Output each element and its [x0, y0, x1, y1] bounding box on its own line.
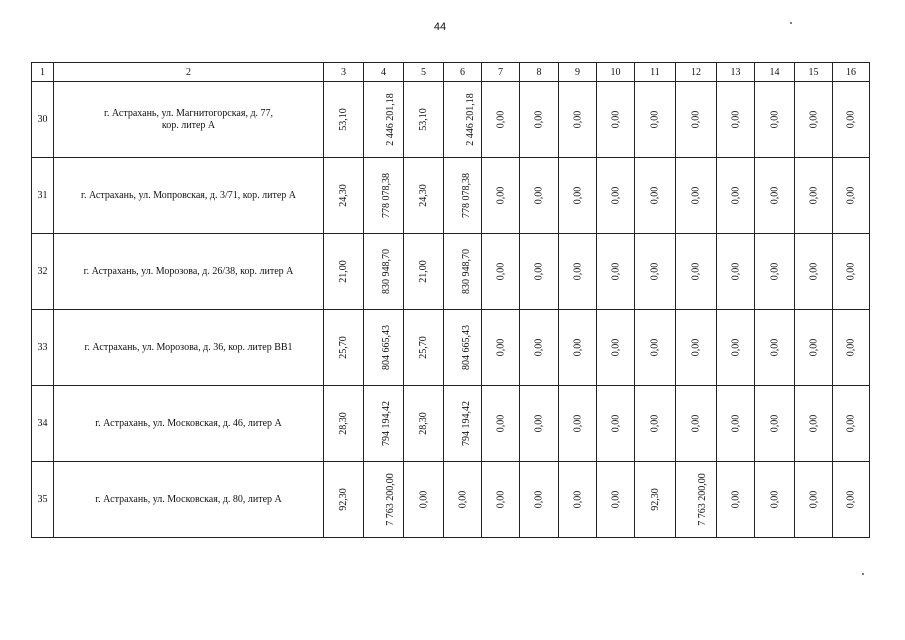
header-cell: 15	[795, 63, 833, 82]
value-text: 0,00	[769, 490, 780, 509]
header-cell: 1	[32, 63, 54, 82]
value-cell	[755, 386, 795, 462]
value-text: 2 446 201,18	[464, 93, 476, 146]
value-text: 53,10	[418, 108, 429, 131]
header-cell: 9	[559, 63, 597, 82]
value-cell	[520, 158, 559, 234]
value-cell	[482, 158, 520, 234]
value-cell	[324, 386, 364, 462]
value-cell	[520, 310, 559, 386]
value-text: 25,70	[418, 336, 429, 359]
value-text: 0,00	[845, 186, 857, 205]
value-text: 28,30	[418, 412, 429, 435]
header-cell: 11	[635, 63, 676, 82]
value-text: 0,00	[572, 414, 583, 433]
header-cell: 4	[364, 63, 404, 82]
value-text: 25,70	[338, 336, 349, 359]
value-cell	[635, 234, 676, 310]
value-cell	[676, 310, 717, 386]
address-cell: г. Астрахань, ул. Московская, д. 46, литер А	[54, 386, 324, 462]
row-number: 33	[32, 310, 54, 386]
address-cell: г. Астрахань, ул. Магнитогорская, д. 77, кор. литер А	[54, 82, 324, 158]
value-cell	[676, 158, 717, 234]
value-cell	[755, 310, 795, 386]
header-cell: 16	[833, 63, 870, 82]
value-text: 0,00	[649, 262, 661, 281]
value-text: 0,00	[610, 490, 621, 509]
value-text: 0,00	[808, 414, 819, 433]
value-text: 804 665,43	[381, 325, 392, 370]
header-cell: 6	[444, 63, 482, 82]
row-number: 30	[32, 82, 54, 158]
value-cell	[324, 234, 364, 310]
value-text: 0,00	[808, 110, 819, 129]
value-text: 92,30	[649, 488, 661, 511]
header-cell: 12	[676, 63, 717, 82]
value-cell	[520, 82, 559, 158]
value-text: 0,00	[769, 110, 780, 129]
value-cell	[404, 158, 444, 234]
value-text: 0,00	[610, 338, 621, 357]
value-cell	[444, 462, 482, 538]
value-cell	[364, 462, 404, 538]
value-text: 2 446 201,18	[384, 93, 396, 146]
value-cell	[324, 82, 364, 158]
value-text: 0,00	[649, 110, 661, 129]
value-cell	[833, 234, 870, 310]
value-text: 53,10	[338, 108, 349, 131]
value-cell	[676, 82, 717, 158]
value-text: 7 763 200,00	[696, 473, 708, 526]
value-cell	[795, 386, 833, 462]
value-text: 0,00	[533, 490, 545, 509]
table-row	[32, 234, 870, 310]
value-cell	[324, 158, 364, 234]
value-cell	[364, 386, 404, 462]
value-cell	[324, 462, 364, 538]
value-cell	[795, 310, 833, 386]
page-number: 44	[433, 21, 447, 33]
value-cell	[597, 386, 635, 462]
value-text: 0,00	[418, 490, 429, 509]
value-cell	[717, 82, 755, 158]
address-cell: г. Астрахань, ул. Московская, д. 80, литер А	[54, 462, 324, 538]
value-cell	[324, 310, 364, 386]
table-row	[32, 82, 870, 158]
value-text: 0,00	[495, 414, 506, 433]
value-text: 21,00	[338, 260, 349, 283]
value-text: 0,00	[808, 490, 819, 509]
value-cell	[597, 234, 635, 310]
value-cell	[597, 310, 635, 386]
value-text: 0,00	[730, 262, 741, 281]
value-cell	[404, 310, 444, 386]
value-text: 0,00	[495, 490, 506, 509]
value-cell	[444, 386, 482, 462]
value-cell	[404, 386, 444, 462]
value-text: 0,00	[730, 186, 741, 205]
value-cell	[482, 310, 520, 386]
value-text: 0,00	[610, 262, 621, 281]
value-text: 0,00	[845, 338, 857, 357]
value-cell	[755, 234, 795, 310]
value-text: 778 078,38	[461, 173, 472, 218]
value-text: 0,00	[610, 110, 621, 129]
row-number: 34	[32, 386, 54, 462]
value-text: 0,00	[495, 338, 506, 357]
value-text: 0,00	[495, 110, 506, 129]
value-cell	[444, 82, 482, 158]
value-cell	[404, 234, 444, 310]
row-number: 31	[32, 158, 54, 234]
value-text: 0,00	[495, 186, 506, 205]
value-cell	[559, 310, 597, 386]
value-cell	[676, 234, 717, 310]
value-text: 0,00	[533, 338, 545, 357]
header-cell: 3	[324, 63, 364, 82]
value-cell	[717, 386, 755, 462]
value-text: 0,00	[808, 262, 819, 281]
value-text: 0,00	[845, 414, 857, 433]
value-text: 0,00	[533, 414, 545, 433]
value-cell	[795, 82, 833, 158]
value-text: 0,00	[572, 186, 583, 205]
header-cell: 8	[520, 63, 559, 82]
value-cell	[717, 158, 755, 234]
value-cell	[833, 82, 870, 158]
value-cell	[795, 158, 833, 234]
value-text: 0,00	[690, 110, 702, 129]
value-cell	[755, 158, 795, 234]
address-cell: г. Астрахань, ул. Морозова, д. 36, кор. литер ВВ1	[54, 310, 324, 386]
value-text: 0,00	[690, 186, 702, 205]
value-text: 0,00	[649, 414, 661, 433]
value-cell	[676, 386, 717, 462]
value-text: 0,00	[769, 338, 780, 357]
value-text: 0,00	[649, 338, 661, 357]
header-cell: 7	[482, 63, 520, 82]
value-text: 0,00	[572, 338, 583, 357]
value-text: 0,00	[845, 110, 857, 129]
value-text: 0,00	[533, 186, 545, 205]
value-cell	[597, 82, 635, 158]
value-cell	[597, 462, 635, 538]
value-cell	[364, 158, 404, 234]
value-text: 0,00	[610, 414, 621, 433]
value-text: 0,00	[572, 262, 583, 281]
value-text: 794 194,42	[461, 401, 472, 446]
value-text: 0,00	[457, 490, 468, 509]
value-text: 0,00	[533, 262, 545, 281]
scan-speck	[862, 573, 864, 575]
value-cell	[482, 462, 520, 538]
data-table	[31, 62, 870, 538]
value-cell	[833, 158, 870, 234]
value-cell	[635, 158, 676, 234]
row-number: 32	[32, 234, 54, 310]
table-row	[32, 310, 870, 386]
row-number: 35	[32, 462, 54, 538]
value-cell	[559, 462, 597, 538]
value-text: 0,00	[610, 186, 621, 205]
value-text: 0,00	[845, 490, 857, 509]
value-cell	[833, 386, 870, 462]
value-cell	[364, 234, 404, 310]
value-text: 0,00	[808, 186, 819, 205]
value-text: 0,00	[769, 414, 780, 433]
value-text: 7 763 200,00	[384, 473, 396, 526]
value-text: 794 194,42	[381, 401, 392, 446]
value-cell	[404, 462, 444, 538]
value-text: 0,00	[730, 110, 741, 129]
table-row	[32, 158, 870, 234]
value-cell	[559, 82, 597, 158]
value-cell	[635, 82, 676, 158]
value-cell	[482, 234, 520, 310]
value-text: 0,00	[730, 414, 741, 433]
header-cell: 10	[597, 63, 635, 82]
value-text: 0,00	[769, 186, 780, 205]
table-body	[32, 63, 870, 538]
value-text: 0,00	[690, 338, 702, 357]
value-text: 778 078,38	[381, 173, 392, 218]
value-cell	[559, 234, 597, 310]
value-text: 0,00	[730, 338, 741, 357]
value-cell	[717, 462, 755, 538]
value-cell	[482, 386, 520, 462]
value-text: 0,00	[572, 110, 583, 129]
value-text: 830 948,70	[461, 249, 472, 294]
value-text: 24,30	[418, 184, 429, 207]
value-cell	[635, 310, 676, 386]
value-cell	[520, 234, 559, 310]
value-text: 830 948,70	[381, 249, 392, 294]
value-text: 0,00	[649, 186, 661, 205]
value-text: 0,00	[730, 490, 741, 509]
value-cell	[833, 310, 870, 386]
value-cell	[444, 158, 482, 234]
value-cell	[795, 462, 833, 538]
value-cell	[676, 462, 717, 538]
header-cell: 5	[404, 63, 444, 82]
value-cell	[717, 310, 755, 386]
header-cell: 13	[717, 63, 755, 82]
value-text: 0,00	[572, 490, 583, 509]
header-cell: 2	[54, 63, 324, 82]
header-cell: 14	[755, 63, 795, 82]
value-cell	[444, 234, 482, 310]
value-text: 24,30	[338, 184, 349, 207]
address-cell: г. Астрахань, ул. Морозова, д. 26/38, кор. литер А	[54, 234, 324, 310]
value-cell	[364, 82, 404, 158]
value-cell	[717, 234, 755, 310]
value-cell	[520, 386, 559, 462]
value-text: 28,30	[338, 412, 349, 435]
value-text: 92,30	[338, 488, 349, 511]
value-text: 0,00	[495, 262, 506, 281]
value-cell	[364, 310, 404, 386]
value-text: 0,00	[690, 262, 702, 281]
value-cell	[755, 462, 795, 538]
value-cell	[597, 158, 635, 234]
value-text: 0,00	[808, 338, 819, 357]
value-text: 0,00	[533, 110, 545, 129]
value-cell	[635, 462, 676, 538]
value-text: 0,00	[845, 262, 857, 281]
address-cell: г. Астрахань, ул. Мопровская, д. 3/71, кор. литер А	[54, 158, 324, 234]
value-text: 21,00	[418, 260, 429, 283]
value-text: 0,00	[690, 414, 702, 433]
value-cell	[482, 82, 520, 158]
value-text: 804 665,43	[461, 325, 472, 370]
scan-speck	[790, 22, 792, 24]
value-cell	[795, 234, 833, 310]
header-row	[32, 63, 870, 82]
value-cell	[444, 310, 482, 386]
value-cell	[559, 158, 597, 234]
table-row	[32, 386, 870, 462]
value-cell	[520, 462, 559, 538]
value-cell	[559, 386, 597, 462]
value-text: 0,00	[769, 262, 780, 281]
table-row	[32, 462, 870, 538]
value-cell	[635, 386, 676, 462]
value-cell	[833, 462, 870, 538]
value-cell	[404, 82, 444, 158]
value-cell	[755, 82, 795, 158]
